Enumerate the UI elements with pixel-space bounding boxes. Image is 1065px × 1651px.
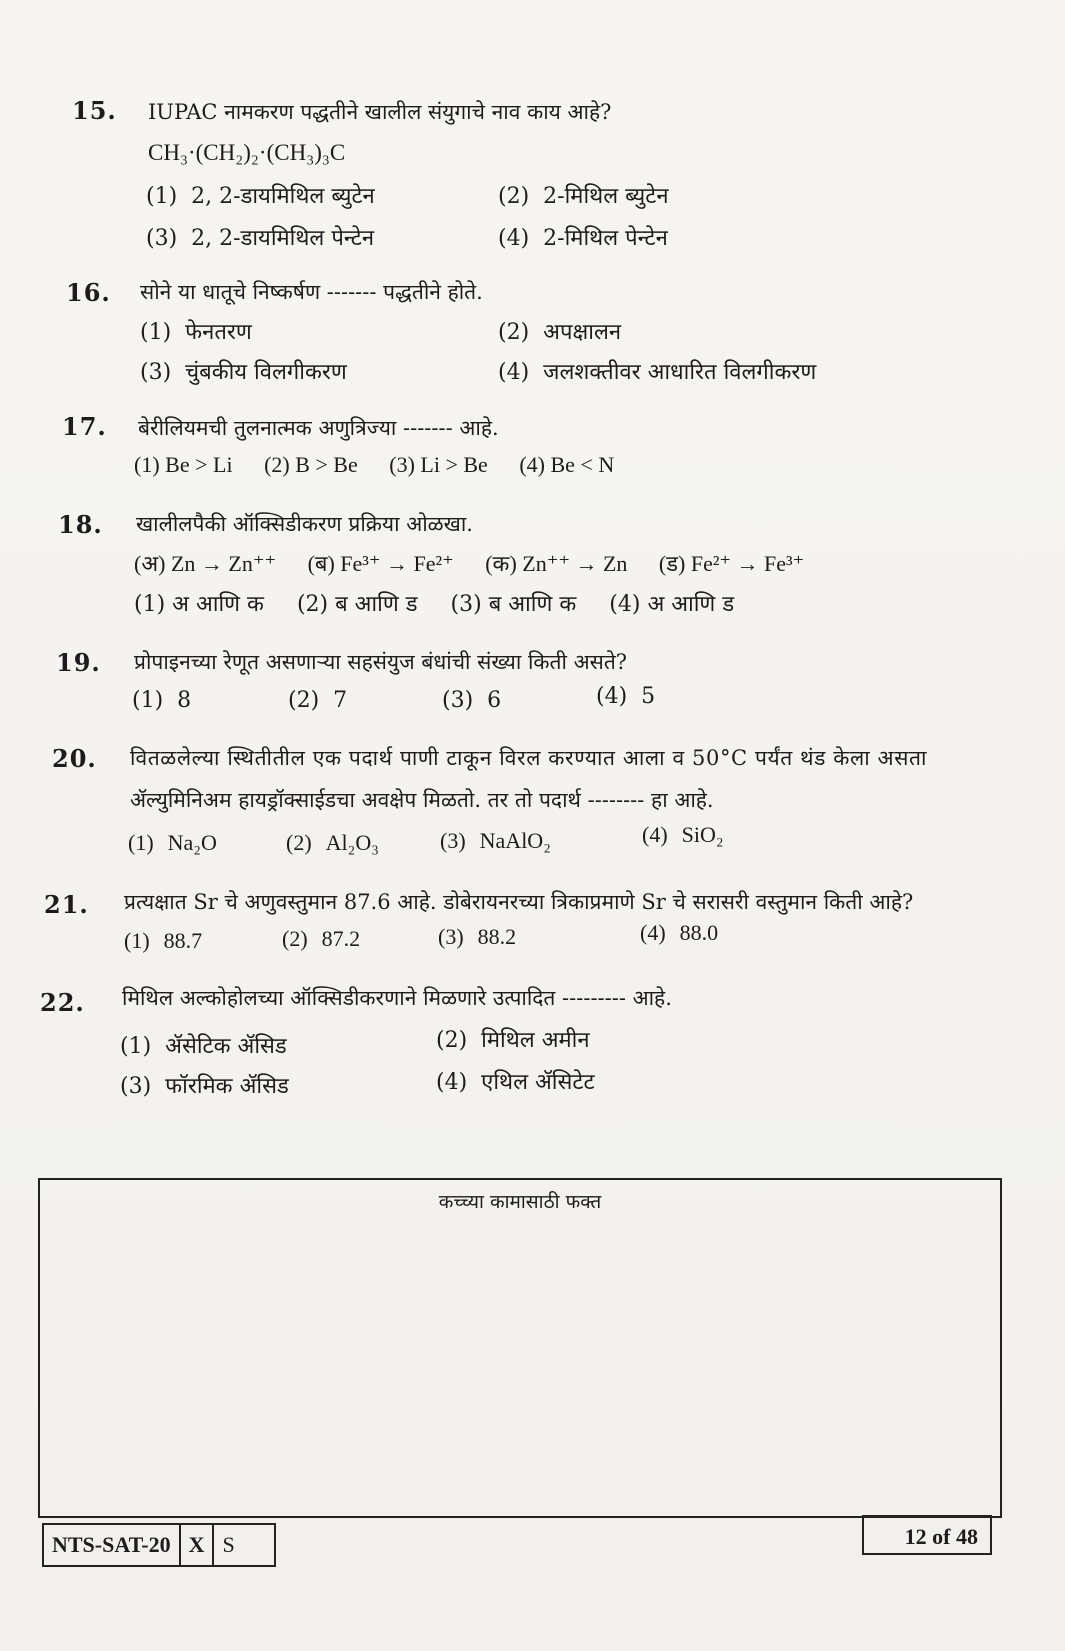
option-3 xyxy=(442,688,501,713)
option-number: (2) xyxy=(282,926,308,951)
option-text: NaAlO₂ xyxy=(479,828,551,853)
option-number: (3) xyxy=(140,360,172,385)
option-text: 88.2 xyxy=(477,924,517,949)
option-text: 6 xyxy=(487,688,502,713)
option-text: ब आणि ड xyxy=(335,592,418,617)
option-text: 2, 2-डायमिथिल पेन्टेन xyxy=(191,226,375,251)
option-text: 2, 2-डायमिथिल ब्युटेन xyxy=(191,184,375,209)
option-number: (4) xyxy=(436,1070,468,1095)
option-1 xyxy=(128,830,217,856)
question-text-line2: ॲल्युमिनिअम हायड्रॉक्साईडचा अवक्षेप मिळतो. तर तो पदार्थ -------- हा आहे. xyxy=(130,788,714,812)
option-1 xyxy=(140,316,252,346)
reaction-d xyxy=(659,548,804,578)
reaction-a xyxy=(134,548,276,578)
reaction-b xyxy=(308,548,454,578)
option-text: फॉरमिक ॲसिड xyxy=(165,1074,289,1099)
question-number: 16. xyxy=(66,278,111,307)
option-text: ॲसेटिक ॲसिड xyxy=(165,1034,287,1059)
option-1 xyxy=(134,588,264,618)
option-text: जलशक्तीवर आधारित विलगीकरण xyxy=(543,360,817,385)
question-number: 22. xyxy=(40,988,85,1017)
option-number: (4) xyxy=(596,684,628,709)
option-text: अ आणि ड xyxy=(647,592,735,617)
reaction-c xyxy=(485,548,627,578)
option-1 xyxy=(124,928,202,954)
option-number: (1) xyxy=(120,1034,152,1059)
paper-code: NTS-SAT-20 xyxy=(44,1525,181,1565)
option-number: (2) xyxy=(498,184,530,209)
page-number: 12 of 48 xyxy=(904,1524,978,1549)
option-number: (1) xyxy=(124,928,150,953)
option-3 xyxy=(438,924,516,950)
option-1 xyxy=(134,452,233,478)
option-text: 2-मिथिल ब्युटेन xyxy=(543,184,669,209)
option-text: एथिल ॲसिटेट xyxy=(481,1070,595,1095)
options-row xyxy=(134,588,760,618)
option-3 xyxy=(440,828,551,854)
question-text: सोने या धातूचे निष्कर्षण ------- पद्धतीने होते. xyxy=(140,280,483,304)
page-number-box xyxy=(862,1515,992,1555)
question-number: 21. xyxy=(44,890,89,919)
option-number: (1) xyxy=(146,184,178,209)
paper-code-box xyxy=(42,1523,276,1567)
option-4 xyxy=(642,822,724,848)
option-2 xyxy=(264,452,358,478)
option-text: अपक्षालन xyxy=(543,320,622,345)
option-number: (3) xyxy=(389,452,415,477)
rough-work-title: कच्च्या कामासाठी फक्त xyxy=(438,1191,602,1213)
option-3 xyxy=(120,1070,289,1100)
option-3 xyxy=(389,452,488,478)
option-number: (3) xyxy=(438,924,464,949)
option-2 xyxy=(288,688,347,713)
question-number: 18. xyxy=(58,510,103,539)
options-row xyxy=(134,452,640,478)
question-text: मिथिल अल्कोहोलच्या ऑक्सिडीकरणाने मिळणारे उत्पादित --------- आहे. xyxy=(122,986,672,1010)
option-text: B > Be xyxy=(295,452,358,477)
option-1 xyxy=(132,688,191,713)
option-number: (2) xyxy=(296,592,329,617)
question-text: प्रोपाइनच्या रेणूत असणाऱ्या सहसंयुज बंधांची संख्या किती असते? xyxy=(134,650,628,674)
option-text: 2-मिथिल पेन्टेन xyxy=(543,226,668,251)
option-2 xyxy=(282,926,360,952)
option-2 xyxy=(498,316,621,346)
option-number: (3) xyxy=(146,226,178,251)
option-text: Li > Be xyxy=(420,452,488,477)
option-number: (3) xyxy=(450,592,482,617)
option-text: SiO₂ xyxy=(681,822,724,847)
option-text: 87.2 xyxy=(321,926,361,951)
option-number: (4) xyxy=(519,452,545,477)
option-number: (3) xyxy=(442,688,474,713)
option-text: ब आणि क xyxy=(488,592,577,617)
option-text: Al₂O₃ xyxy=(325,830,379,855)
medium-code: X xyxy=(181,1525,215,1565)
option-4 xyxy=(436,1066,595,1096)
option-number: (2) xyxy=(498,320,530,345)
option-2 xyxy=(297,588,418,618)
option-text: 88.0 xyxy=(679,920,719,945)
option-text: 88.7 xyxy=(163,928,203,953)
option-2 xyxy=(286,830,379,856)
reaction-text: Fe²⁺ → Fe³⁺ xyxy=(690,551,805,576)
question-text: IUPAC नामकरण पद्धतीने खालील संयुगाचे नाव काय आहे? xyxy=(148,100,612,124)
option-3 xyxy=(146,222,374,252)
option-number: (3) xyxy=(440,828,466,853)
option-number: (2) xyxy=(264,452,290,477)
option-2 xyxy=(436,1024,590,1054)
option-text: 5 xyxy=(641,684,656,709)
option-text: Na₂O xyxy=(167,830,217,855)
option-number: (2) xyxy=(288,688,320,713)
option-text: अ आणि क xyxy=(172,592,264,617)
question-text: बेरीलियमची तुलनात्मक अणुत्रिज्या ------- आहे. xyxy=(138,416,499,440)
option-text: Be > Li xyxy=(165,452,233,477)
question-text: खालीलपैकी ऑक्सिडीकरण प्रक्रिया ओळखा. xyxy=(136,512,473,536)
question-text: वितळलेल्या स्थितीतील एक पदार्थ पाणी टाकून विरल करण्यात आला व 50°C पर्यंत थंड केला असता xyxy=(130,746,927,770)
option-number: (4) xyxy=(642,822,668,847)
reaction-label: (ड) xyxy=(658,551,686,576)
option-1 xyxy=(120,1030,287,1060)
option-number: (4) xyxy=(609,592,641,617)
option-number: (1) xyxy=(132,688,164,713)
set-code: S xyxy=(222,1532,235,1557)
option-4 xyxy=(498,356,816,386)
option-4 xyxy=(640,920,718,946)
option-number: (1) xyxy=(134,452,160,477)
option-text: Be < N xyxy=(550,452,615,477)
question-number: 17. xyxy=(62,412,107,441)
reaction-text: Zn⁺⁺ → Zn xyxy=(522,551,628,576)
option-number: (1) xyxy=(134,592,166,617)
option-text: 8 xyxy=(177,688,192,713)
option-text: 7 xyxy=(333,688,348,713)
reaction-label: (क) xyxy=(485,551,517,576)
option-text: फेनतरण xyxy=(185,320,252,345)
option-number: (4) xyxy=(498,360,530,385)
question-formula: CH₃·(CH₂)₂·(CH₃)₃C xyxy=(148,140,346,165)
option-text: चुंबकीय विलगीकरण xyxy=(185,360,347,385)
reaction-label: (अ) xyxy=(134,551,166,576)
option-4 xyxy=(498,222,668,252)
option-number: (4) xyxy=(640,920,666,945)
rough-work-box xyxy=(38,1178,1002,1518)
option-number: (2) xyxy=(286,830,312,855)
option-1 xyxy=(146,180,375,210)
option-3 xyxy=(451,588,577,618)
question-number: 19. xyxy=(56,648,101,677)
option-4 xyxy=(519,452,614,478)
option-3 xyxy=(140,356,347,386)
reaction-text: Fe³⁺ → Fe²⁺ xyxy=(340,551,454,576)
option-2 xyxy=(498,180,669,210)
option-number: (2) xyxy=(436,1028,468,1053)
reaction-label: (ब) xyxy=(307,551,335,576)
reaction-text: Zn → Zn⁺⁺ xyxy=(170,551,277,576)
option-number: (1) xyxy=(140,320,172,345)
reactions-row xyxy=(134,548,830,578)
option-number: (3) xyxy=(120,1074,152,1099)
question-number: 15. xyxy=(72,96,117,125)
option-4 xyxy=(609,588,734,618)
option-text: मिथिल अमीन xyxy=(481,1028,590,1053)
option-number: (1) xyxy=(128,830,154,855)
option-number: (4) xyxy=(498,226,530,251)
option-4 xyxy=(596,684,655,709)
question-number: 20. xyxy=(52,744,97,773)
question-text: प्रत्यक्षात Sr चे अणुवस्तुमान 87.6 आहे. डोबेरायनरच्या त्रिकाप्रमाणे Sr चे सरासरी वस्तुमान किती आहे? xyxy=(124,890,914,914)
